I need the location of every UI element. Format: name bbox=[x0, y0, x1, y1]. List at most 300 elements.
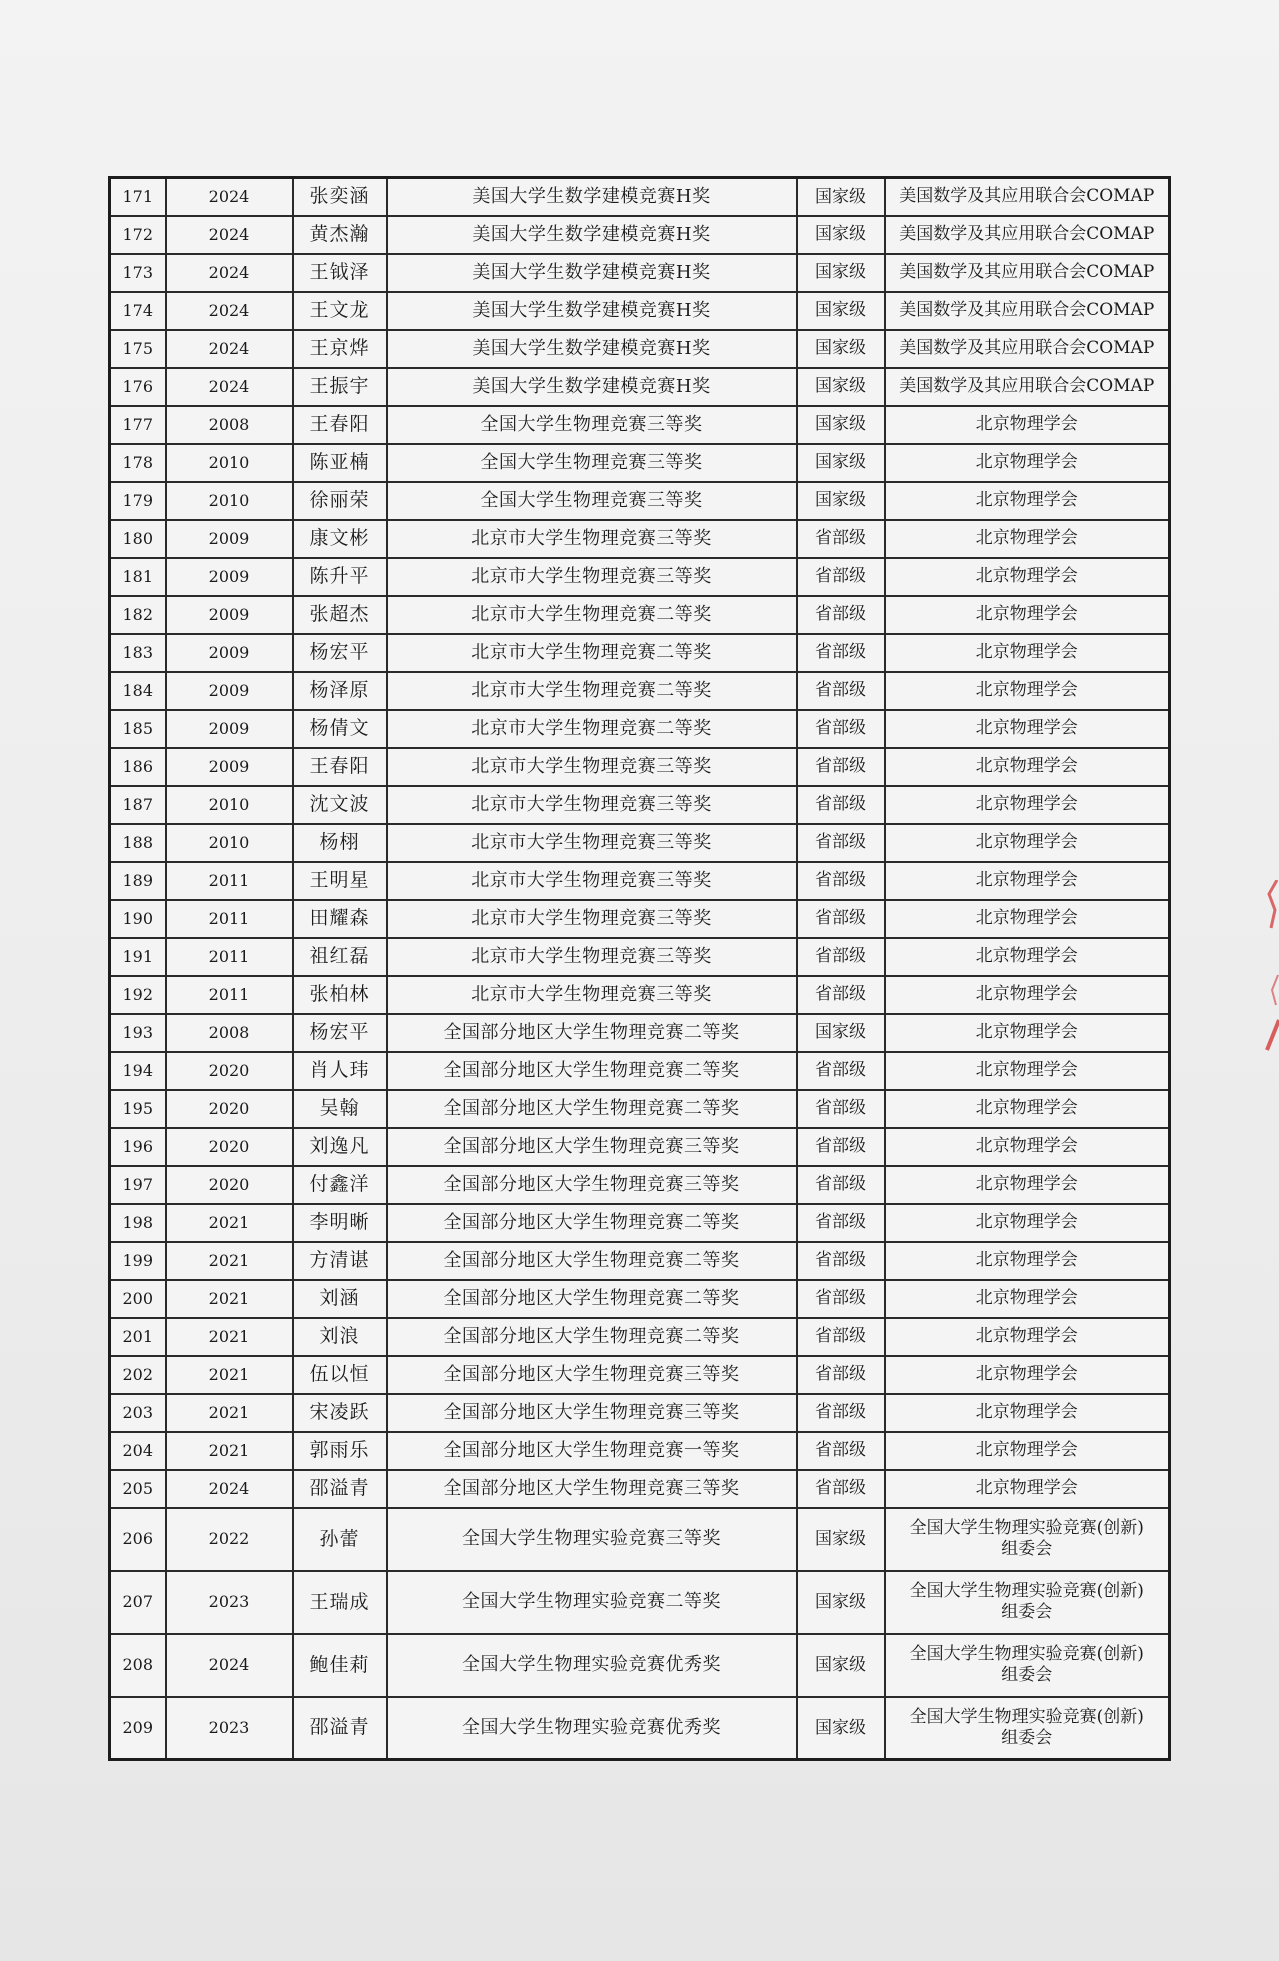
table-row bbox=[110, 1697, 1170, 1760]
award-cell: 全国部分地区大学生物理竞赛三等奖 bbox=[387, 1356, 797, 1394]
year-cell: 2021 bbox=[166, 1356, 293, 1394]
organizer-line: 美国数学及其应用联合会COMAP bbox=[899, 375, 1155, 396]
level-cell: 省部级 bbox=[797, 862, 885, 900]
name-cell: 王钺泽 bbox=[293, 254, 387, 292]
organizer-line: 北京物理学会 bbox=[975, 869, 1078, 890]
organizer-cell bbox=[885, 1432, 1170, 1470]
table-row bbox=[110, 178, 1170, 216]
level-cell: 省部级 bbox=[797, 596, 885, 634]
name-cell: 鲍佳莉 bbox=[293, 1634, 387, 1697]
organizer-cell bbox=[885, 710, 1170, 748]
level-cell: 省部级 bbox=[797, 1432, 885, 1470]
table-row bbox=[110, 1508, 1170, 1571]
table-row bbox=[110, 634, 1170, 672]
award-cell: 北京市大学生物理竞赛二等奖 bbox=[387, 596, 797, 634]
name-cell: 宋凌跃 bbox=[293, 1394, 387, 1432]
level-cell: 国家级 bbox=[797, 1634, 885, 1697]
organizer-cell bbox=[885, 254, 1170, 292]
name-cell: 王京烨 bbox=[293, 330, 387, 368]
organizer-line: 北京物理学会 bbox=[975, 1135, 1078, 1156]
row-number-cell: 209 bbox=[110, 1697, 166, 1760]
table-row bbox=[110, 1014, 1170, 1052]
organizer-cell bbox=[885, 596, 1170, 634]
year-cell: 2021 bbox=[166, 1280, 293, 1318]
row-number-cell: 191 bbox=[110, 938, 166, 976]
row-number-cell: 184 bbox=[110, 672, 166, 710]
organizer-line: 北京物理学会 bbox=[975, 1059, 1078, 1080]
organizer-cell bbox=[885, 1204, 1170, 1242]
award-cell: 美国大学生数学建模竞赛H奖 bbox=[387, 292, 797, 330]
name-cell: 杨栩 bbox=[293, 824, 387, 862]
organizer-cell bbox=[885, 444, 1170, 482]
organizer-line-2: 组委会 bbox=[1001, 1539, 1053, 1559]
organizer-cell bbox=[885, 520, 1170, 558]
award-cell: 美国大学生数学建模竞赛H奖 bbox=[387, 178, 797, 216]
row-number-cell: 177 bbox=[110, 406, 166, 444]
row-number-cell: 207 bbox=[110, 1571, 166, 1634]
row-number-cell: 189 bbox=[110, 862, 166, 900]
level-cell: 省部级 bbox=[797, 748, 885, 786]
table-row bbox=[110, 292, 1170, 330]
level-cell: 国家级 bbox=[797, 444, 885, 482]
name-cell: 肖人玮 bbox=[293, 1052, 387, 1090]
organizer-line: 北京物理学会 bbox=[975, 679, 1078, 700]
organizer-line: 北京物理学会 bbox=[975, 1439, 1078, 1460]
name-cell: 王瑞成 bbox=[293, 1571, 387, 1634]
award-cell: 北京市大学生物理竞赛三等奖 bbox=[387, 748, 797, 786]
name-cell: 张奕涵 bbox=[293, 178, 387, 216]
level-cell: 国家级 bbox=[797, 178, 885, 216]
row-number-cell: 186 bbox=[110, 748, 166, 786]
level-cell: 省部级 bbox=[797, 1280, 885, 1318]
row-number-cell: 171 bbox=[110, 178, 166, 216]
organizer-cell bbox=[885, 1356, 1170, 1394]
year-cell: 2011 bbox=[166, 938, 293, 976]
organizer-cell bbox=[885, 330, 1170, 368]
organizer-line: 北京物理学会 bbox=[975, 1287, 1078, 1308]
level-cell: 省部级 bbox=[797, 938, 885, 976]
table-row bbox=[110, 1470, 1170, 1508]
table-row bbox=[110, 216, 1170, 254]
award-cell: 北京市大学生物理竞赛三等奖 bbox=[387, 900, 797, 938]
name-cell: 张柏林 bbox=[293, 976, 387, 1014]
organizer-cell bbox=[885, 178, 1170, 216]
organizer-cell bbox=[885, 558, 1170, 596]
year-cell: 2008 bbox=[166, 406, 293, 444]
table-row bbox=[110, 1394, 1170, 1432]
row-number-cell: 197 bbox=[110, 1166, 166, 1204]
table-row bbox=[110, 976, 1170, 1014]
organizer-cell bbox=[885, 1014, 1170, 1052]
award-cell: 美国大学生数学建模竞赛H奖 bbox=[387, 254, 797, 292]
row-number-cell: 183 bbox=[110, 634, 166, 672]
table-row bbox=[110, 1204, 1170, 1242]
row-number-cell: 208 bbox=[110, 1634, 166, 1697]
year-cell: 2009 bbox=[166, 672, 293, 710]
organizer-line: 美国数学及其应用联合会COMAP bbox=[899, 337, 1155, 358]
organizer-cell bbox=[885, 786, 1170, 824]
organizer-cell bbox=[885, 634, 1170, 672]
table-row bbox=[110, 596, 1170, 634]
organizer-line: 美国数学及其应用联合会COMAP bbox=[899, 299, 1155, 320]
table-row bbox=[110, 482, 1170, 520]
organizer-line: 北京物理学会 bbox=[975, 1325, 1078, 1346]
award-cell: 美国大学生数学建模竞赛H奖 bbox=[387, 330, 797, 368]
award-cell: 全国大学生物理竞赛三等奖 bbox=[387, 406, 797, 444]
organizer-line: 北京物理学会 bbox=[975, 1097, 1078, 1118]
organizer-line: 北京物理学会 bbox=[975, 603, 1078, 624]
level-cell: 省部级 bbox=[797, 634, 885, 672]
organizer-line: 北京物理学会 bbox=[975, 831, 1078, 852]
award-cell: 全国部分地区大学生物理竞赛二等奖 bbox=[387, 1204, 797, 1242]
row-number-cell: 196 bbox=[110, 1128, 166, 1166]
row-number-cell: 173 bbox=[110, 254, 166, 292]
level-cell: 省部级 bbox=[797, 1356, 885, 1394]
name-cell: 陈亚楠 bbox=[293, 444, 387, 482]
award-cell: 北京市大学生物理竞赛三等奖 bbox=[387, 786, 797, 824]
organizer-cell bbox=[885, 1394, 1170, 1432]
level-cell: 省部级 bbox=[797, 558, 885, 596]
table-row bbox=[110, 786, 1170, 824]
organizer-line-2: 组委会 bbox=[1001, 1727, 1053, 1748]
award-cell: 全国部分地区大学生物理竞赛三等奖 bbox=[387, 1394, 797, 1432]
year-cell: 2011 bbox=[166, 900, 293, 938]
level-cell: 省部级 bbox=[797, 824, 885, 862]
year-cell: 2022 bbox=[166, 1508, 293, 1571]
table-row bbox=[110, 330, 1170, 368]
organizer-line: 北京物理学会 bbox=[975, 527, 1078, 548]
name-cell: 徐丽荣 bbox=[293, 482, 387, 520]
year-cell: 2010 bbox=[166, 786, 293, 824]
table-row bbox=[110, 1432, 1170, 1470]
year-cell: 2024 bbox=[166, 254, 293, 292]
award-cell: 美国大学生数学建模竞赛H奖 bbox=[387, 368, 797, 406]
name-cell: 李明晰 bbox=[293, 1204, 387, 1242]
organizer-cell bbox=[885, 1470, 1170, 1508]
table-row bbox=[110, 1090, 1170, 1128]
table-row bbox=[110, 1166, 1170, 1204]
row-number-cell: 194 bbox=[110, 1052, 166, 1090]
name-cell: 杨宏平 bbox=[293, 1014, 387, 1052]
level-cell: 国家级 bbox=[797, 1508, 885, 1571]
name-cell: 杨宏平 bbox=[293, 634, 387, 672]
award-cell: 全国部分地区大学生物理竞赛一等奖 bbox=[387, 1432, 797, 1470]
row-number-cell: 192 bbox=[110, 976, 166, 1014]
year-cell: 2020 bbox=[166, 1128, 293, 1166]
name-cell: 沈文波 bbox=[293, 786, 387, 824]
organizer-cell bbox=[885, 1508, 1170, 1571]
organizer-line: 北京物理学会 bbox=[975, 641, 1078, 662]
year-cell: 2009 bbox=[166, 748, 293, 786]
year-cell: 2024 bbox=[166, 178, 293, 216]
organizer-line: 北京物理学会 bbox=[975, 945, 1078, 966]
name-cell: 王春阳 bbox=[293, 406, 387, 444]
table-row bbox=[110, 1052, 1170, 1090]
row-number-cell: 201 bbox=[110, 1318, 166, 1356]
organizer-line: 北京物理学会 bbox=[975, 755, 1078, 776]
level-cell: 国家级 bbox=[797, 482, 885, 520]
name-cell: 杨泽原 bbox=[293, 672, 387, 710]
table-row bbox=[110, 824, 1170, 862]
row-number-cell: 182 bbox=[110, 596, 166, 634]
row-number-cell: 172 bbox=[110, 216, 166, 254]
table-row bbox=[110, 444, 1170, 482]
year-cell: 2020 bbox=[166, 1166, 293, 1204]
name-cell: 王文龙 bbox=[293, 292, 387, 330]
table-row bbox=[110, 1280, 1170, 1318]
award-cell: 全国部分地区大学生物理竞赛二等奖 bbox=[387, 1052, 797, 1090]
row-number-cell: 185 bbox=[110, 710, 166, 748]
name-cell: 田耀森 bbox=[293, 900, 387, 938]
award-cell: 全国大学生物理竞赛三等奖 bbox=[387, 482, 797, 520]
organizer-cell bbox=[885, 1280, 1170, 1318]
organizer-line: 全国大学生物理实验竞赛(创新) bbox=[909, 1706, 1144, 1727]
organizer-line: 北京物理学会 bbox=[975, 1021, 1078, 1042]
level-cell: 省部级 bbox=[797, 1242, 885, 1280]
year-cell: 2024 bbox=[166, 216, 293, 254]
year-cell: 2024 bbox=[166, 368, 293, 406]
level-cell: 省部级 bbox=[797, 672, 885, 710]
name-cell: 张超杰 bbox=[293, 596, 387, 634]
row-number-cell: 204 bbox=[110, 1432, 166, 1470]
row-number-cell: 176 bbox=[110, 368, 166, 406]
year-cell: 2009 bbox=[166, 596, 293, 634]
organizer-cell bbox=[885, 368, 1170, 406]
organizer-cell bbox=[885, 938, 1170, 976]
row-number-cell: 198 bbox=[110, 1204, 166, 1242]
row-number-cell: 188 bbox=[110, 824, 166, 862]
organizer-cell bbox=[885, 862, 1170, 900]
row-number-cell: 175 bbox=[110, 330, 166, 368]
name-cell: 王明星 bbox=[293, 862, 387, 900]
table-row bbox=[110, 1571, 1170, 1634]
level-cell: 国家级 bbox=[797, 254, 885, 292]
organizer-line: 北京物理学会 bbox=[975, 717, 1078, 738]
organizer-cell bbox=[885, 1242, 1170, 1280]
name-cell: 邵溢青 bbox=[293, 1697, 387, 1760]
awards-table bbox=[108, 176, 1171, 1761]
award-cell: 全国部分地区大学生物理竞赛三等奖 bbox=[387, 1166, 797, 1204]
organizer-line: 北京物理学会 bbox=[975, 983, 1078, 1004]
name-cell: 孙蕾 bbox=[293, 1508, 387, 1571]
row-number-cell: 203 bbox=[110, 1394, 166, 1432]
table-row bbox=[110, 254, 1170, 292]
year-cell: 2021 bbox=[166, 1432, 293, 1470]
award-cell: 全国部分地区大学生物理竞赛二等奖 bbox=[387, 1242, 797, 1280]
organizer-line: 北京物理学会 bbox=[975, 1211, 1078, 1232]
year-cell: 2024 bbox=[166, 330, 293, 368]
level-cell: 国家级 bbox=[797, 292, 885, 330]
award-cell: 北京市大学生物理竞赛三等奖 bbox=[387, 520, 797, 558]
organizer-cell bbox=[885, 1128, 1170, 1166]
award-cell: 美国大学生数学建模竞赛H奖 bbox=[387, 216, 797, 254]
table-row bbox=[110, 748, 1170, 786]
award-cell: 北京市大学生物理竞赛三等奖 bbox=[387, 976, 797, 1014]
name-cell: 王春阳 bbox=[293, 748, 387, 786]
organizer-cell bbox=[885, 1697, 1170, 1760]
organizer-cell bbox=[885, 976, 1170, 1014]
organizer-line: 北京物理学会 bbox=[975, 451, 1078, 472]
level-cell: 省部级 bbox=[797, 1394, 885, 1432]
organizer-cell bbox=[885, 1052, 1170, 1090]
row-number-cell: 187 bbox=[110, 786, 166, 824]
table-row bbox=[110, 1634, 1170, 1697]
year-cell: 2008 bbox=[166, 1014, 293, 1052]
organizer-line: 北京物理学会 bbox=[975, 793, 1078, 814]
level-cell: 国家级 bbox=[797, 216, 885, 254]
year-cell: 2021 bbox=[166, 1318, 293, 1356]
name-cell: 刘涵 bbox=[293, 1280, 387, 1318]
level-cell: 省部级 bbox=[797, 1090, 885, 1128]
award-cell: 全国部分地区大学生物理竞赛二等奖 bbox=[387, 1090, 797, 1128]
row-number-cell: 178 bbox=[110, 444, 166, 482]
organizer-cell bbox=[885, 1166, 1170, 1204]
organizer-cell bbox=[885, 1318, 1170, 1356]
table-row bbox=[110, 862, 1170, 900]
year-cell: 2020 bbox=[166, 1090, 293, 1128]
year-cell: 2009 bbox=[166, 520, 293, 558]
row-number-cell: 195 bbox=[110, 1090, 166, 1128]
table-row bbox=[110, 1356, 1170, 1394]
row-number-cell: 202 bbox=[110, 1356, 166, 1394]
level-cell: 省部级 bbox=[797, 1166, 885, 1204]
level-cell: 省部级 bbox=[797, 1052, 885, 1090]
table-row bbox=[110, 520, 1170, 558]
organizer-line: 北京物理学会 bbox=[975, 565, 1078, 586]
name-cell: 伍以恒 bbox=[293, 1356, 387, 1394]
award-cell: 全国部分地区大学生物理竞赛二等奖 bbox=[387, 1318, 797, 1356]
awards-table-body bbox=[110, 178, 1170, 1760]
table-row bbox=[110, 1318, 1170, 1356]
organizer-line: 北京物理学会 bbox=[975, 1173, 1078, 1194]
table-row bbox=[110, 710, 1170, 748]
award-cell: 全国大学生物理实验竞赛优秀奖 bbox=[387, 1697, 797, 1760]
award-cell: 北京市大学生物理竞赛三等奖 bbox=[387, 558, 797, 596]
row-number-cell: 174 bbox=[110, 292, 166, 330]
level-cell: 国家级 bbox=[797, 330, 885, 368]
year-cell: 2024 bbox=[166, 292, 293, 330]
table-row bbox=[110, 368, 1170, 406]
year-cell: 2011 bbox=[166, 862, 293, 900]
table-row bbox=[110, 558, 1170, 596]
award-cell: 北京市大学生物理竞赛三等奖 bbox=[387, 862, 797, 900]
year-cell: 2024 bbox=[166, 1634, 293, 1697]
name-cell: 邵溢青 bbox=[293, 1470, 387, 1508]
year-cell: 2023 bbox=[166, 1571, 293, 1634]
level-cell: 国家级 bbox=[797, 406, 885, 444]
level-cell: 国家级 bbox=[797, 1697, 885, 1760]
organizer-line: 美国数学及其应用联合会COMAP bbox=[899, 261, 1155, 282]
table-row bbox=[110, 1242, 1170, 1280]
organizer-cell bbox=[885, 748, 1170, 786]
organizer-line-2: 组委会 bbox=[1001, 1665, 1053, 1685]
name-cell: 吴翰 bbox=[293, 1090, 387, 1128]
organizer-cell bbox=[885, 482, 1170, 520]
organizer-line: 全国大学生物理实验竞赛(创新) bbox=[909, 1580, 1144, 1601]
name-cell: 康文彬 bbox=[293, 520, 387, 558]
table-row bbox=[110, 406, 1170, 444]
organizer-cell bbox=[885, 1090, 1170, 1128]
name-cell: 王振宇 bbox=[293, 368, 387, 406]
row-number-cell: 179 bbox=[110, 482, 166, 520]
organizer-line-2: 组委会 bbox=[1001, 1602, 1053, 1622]
level-cell: 省部级 bbox=[797, 976, 885, 1014]
organizer-cell bbox=[885, 672, 1170, 710]
organizer-cell bbox=[885, 406, 1170, 444]
year-cell: 2009 bbox=[166, 558, 293, 596]
level-cell: 省部级 bbox=[797, 900, 885, 938]
award-cell: 全国大学生物理实验竞赛优秀奖 bbox=[387, 1634, 797, 1697]
table-row bbox=[110, 900, 1170, 938]
organizer-cell bbox=[885, 292, 1170, 330]
year-cell: 2010 bbox=[166, 482, 293, 520]
year-cell: 2021 bbox=[166, 1394, 293, 1432]
name-cell: 方清谌 bbox=[293, 1242, 387, 1280]
row-number-cell: 200 bbox=[110, 1280, 166, 1318]
organizer-line: 北京物理学会 bbox=[975, 1249, 1078, 1270]
name-cell: 付鑫洋 bbox=[293, 1166, 387, 1204]
row-number-cell: 193 bbox=[110, 1014, 166, 1052]
award-cell: 全国部分地区大学生物理竞赛二等奖 bbox=[387, 1014, 797, 1052]
name-cell: 刘浪 bbox=[293, 1318, 387, 1356]
row-number-cell: 180 bbox=[110, 520, 166, 558]
level-cell: 国家级 bbox=[797, 368, 885, 406]
level-cell: 省部级 bbox=[797, 786, 885, 824]
organizer-cell bbox=[885, 1634, 1170, 1697]
year-cell: 2009 bbox=[166, 634, 293, 672]
organizer-line: 北京物理学会 bbox=[975, 1477, 1078, 1498]
award-cell: 北京市大学生物理竞赛二等奖 bbox=[387, 672, 797, 710]
year-cell: 2011 bbox=[166, 976, 293, 1014]
row-number-cell: 205 bbox=[110, 1470, 166, 1508]
level-cell: 省部级 bbox=[797, 1128, 885, 1166]
level-cell: 省部级 bbox=[797, 710, 885, 748]
year-cell: 2010 bbox=[166, 444, 293, 482]
name-cell: 陈升平 bbox=[293, 558, 387, 596]
organizer-cell bbox=[885, 900, 1170, 938]
table-row bbox=[110, 1128, 1170, 1166]
year-cell: 2021 bbox=[166, 1242, 293, 1280]
organizer-cell bbox=[885, 216, 1170, 254]
year-cell: 2024 bbox=[166, 1470, 293, 1508]
year-cell: 2020 bbox=[166, 1052, 293, 1090]
year-cell: 2021 bbox=[166, 1204, 293, 1242]
organizer-line: 全国大学生物理实验竞赛(创新) bbox=[909, 1517, 1144, 1538]
name-cell: 祖红磊 bbox=[293, 938, 387, 976]
award-cell: 北京市大学生物理竞赛三等奖 bbox=[387, 824, 797, 862]
table-row bbox=[110, 938, 1170, 976]
row-number-cell: 199 bbox=[110, 1242, 166, 1280]
year-cell: 2010 bbox=[166, 824, 293, 862]
level-cell: 省部级 bbox=[797, 1470, 885, 1508]
award-cell: 全国大学生物理实验竞赛三等奖 bbox=[387, 1508, 797, 1571]
award-cell: 全国部分地区大学生物理竞赛三等奖 bbox=[387, 1128, 797, 1166]
level-cell: 省部级 bbox=[797, 520, 885, 558]
award-cell: 北京市大学生物理竞赛二等奖 bbox=[387, 634, 797, 672]
organizer-cell bbox=[885, 1571, 1170, 1634]
award-cell: 全国大学生物理实验竞赛二等奖 bbox=[387, 1571, 797, 1634]
award-cell: 全国部分地区大学生物理竞赛二等奖 bbox=[387, 1280, 797, 1318]
level-cell: 省部级 bbox=[797, 1204, 885, 1242]
organizer-line: 北京物理学会 bbox=[975, 1363, 1078, 1384]
row-number-cell: 190 bbox=[110, 900, 166, 938]
year-cell: 2009 bbox=[166, 710, 293, 748]
award-cell: 北京市大学生物理竞赛二等奖 bbox=[387, 710, 797, 748]
red-stamp-edge bbox=[1259, 880, 1279, 1060]
table-row bbox=[110, 672, 1170, 710]
name-cell: 郭雨乐 bbox=[293, 1432, 387, 1470]
row-number-cell: 181 bbox=[110, 558, 166, 596]
